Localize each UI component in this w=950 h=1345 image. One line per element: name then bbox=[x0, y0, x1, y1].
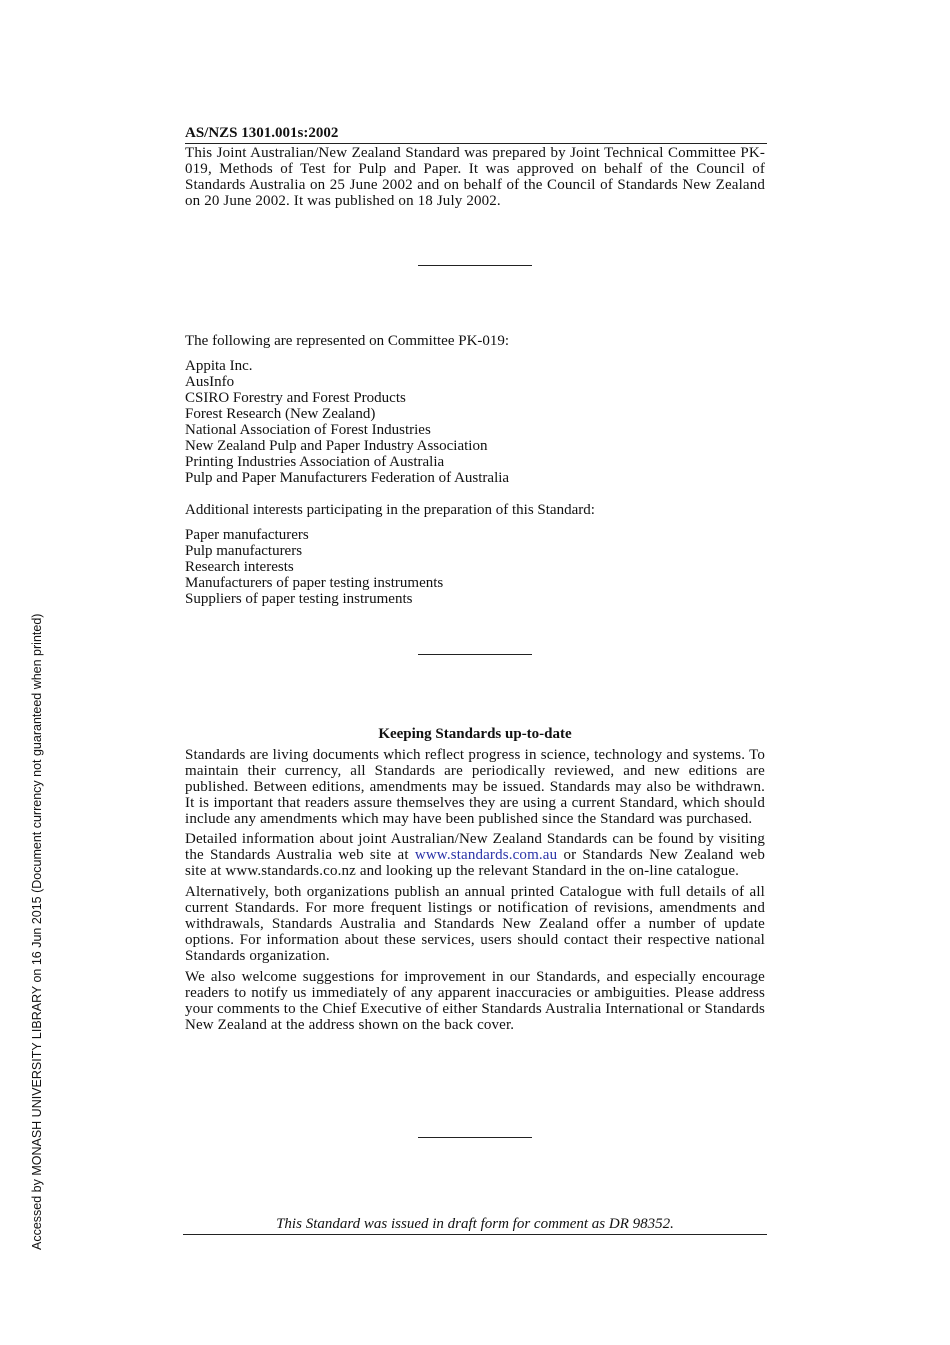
list-item: Pulp manufacturers bbox=[185, 543, 303, 559]
list-item: CSIRO Forestry and Forest Products bbox=[185, 390, 406, 406]
additional-interests-list bbox=[185, 527, 765, 607]
section-divider bbox=[418, 265, 532, 266]
list-item: Printing Industries Association of Australia bbox=[185, 454, 445, 470]
list-item: New Zealand Pulp and Paper Industry Association bbox=[185, 438, 488, 454]
keeping-up-to-date-body bbox=[185, 747, 765, 1033]
paragraph bbox=[185, 831, 765, 879]
list-item: AusInfo bbox=[185, 374, 235, 390]
list-item: Suppliers of paper testing instruments bbox=[185, 591, 413, 607]
list-item: Paper manufacturers bbox=[185, 527, 309, 543]
paragraph: Alternatively, both organizations publish an annual printed Catalogue with full details of all current Standards. For more frequent listings or notification of revisions, amendments and withdrawals, Standards Australia and Standards New Zealand offer a number of update options. For information about these services, users should contact their respective national Standards organization. bbox=[185, 884, 765, 964]
section-heading: Keeping Standards up-to-date bbox=[378, 726, 572, 742]
paragraph-text: Detailed information about joint Australian/New Zealand Standards can be found by visiting the Standards Australia web site at bbox=[185, 831, 765, 863]
committee-intro: The following are represented on Committee PK-019: bbox=[185, 333, 510, 349]
document-id: AS/NZS 1301.001s:2002 bbox=[185, 125, 339, 141]
section-divider bbox=[418, 654, 532, 655]
paragraph-text: or Standards New Zealand web site at www.standards.co.nz and looking up the relevant Standard in the on-line catalogue. bbox=[185, 847, 766, 879]
draft-note: This Standard was issued in draft form for comment as DR 98352. bbox=[276, 1216, 674, 1232]
list-item: Manufacturers of paper testing instruments bbox=[185, 575, 444, 591]
committee-member-list bbox=[185, 358, 765, 486]
list-item: Pulp and Paper Manufacturers Federation of Australia bbox=[185, 470, 510, 486]
access-watermark: Accessed by MONASH UNIVERSITY LIBRARY on 16 Jun 2015 (Document currency not guaranteed when printed) bbox=[30, 613, 44, 1250]
standards-australia-link[interactable]: www.standards.com.au bbox=[414, 847, 558, 863]
paragraph: Standards are living documents which reflect progress in science, technology and systems. To maintain their currency, all Standards are periodically reviewed, and new editions are published. Between editions, amendments may be issued. Standards may also be withdrawn. It is important that readers assure themselves they are using a current Standard, which should include any amendments which may have been published since the Standard was purchased. bbox=[185, 747, 765, 827]
header-rule bbox=[185, 143, 767, 144]
list-item: Appita Inc. bbox=[185, 358, 253, 374]
list-item: Forest Research (New Zealand) bbox=[185, 406, 376, 422]
paragraph: We also welcome suggestions for improvement in our Standards, and especially encourage readers to notify us immediately of any apparent inaccuracies or ambiguities. Please address your comments to the Chief Executive of either Standards Australia International or Standards New Zealand at the address shown on the back cover. bbox=[185, 969, 765, 1033]
list-item: Research interests bbox=[185, 559, 294, 575]
list-item: National Association of Forest Industries bbox=[185, 422, 431, 438]
approval-statement: This Joint Australian/New Zealand Standard was prepared by Joint Technical Committee PK-019, Methods of Test for Pulp and Paper. It was approved on behalf of the Council of Standards Australia on 25 June 2002 and on behalf of the Council of Standards New Zealand on 20 June 2002. It was published on 18 July 2002. bbox=[185, 145, 765, 209]
footer-rule bbox=[183, 1234, 767, 1235]
additional-interests-intro: Additional interests participating in the preparation of this Standard: bbox=[185, 502, 595, 518]
section-divider bbox=[418, 1137, 532, 1138]
